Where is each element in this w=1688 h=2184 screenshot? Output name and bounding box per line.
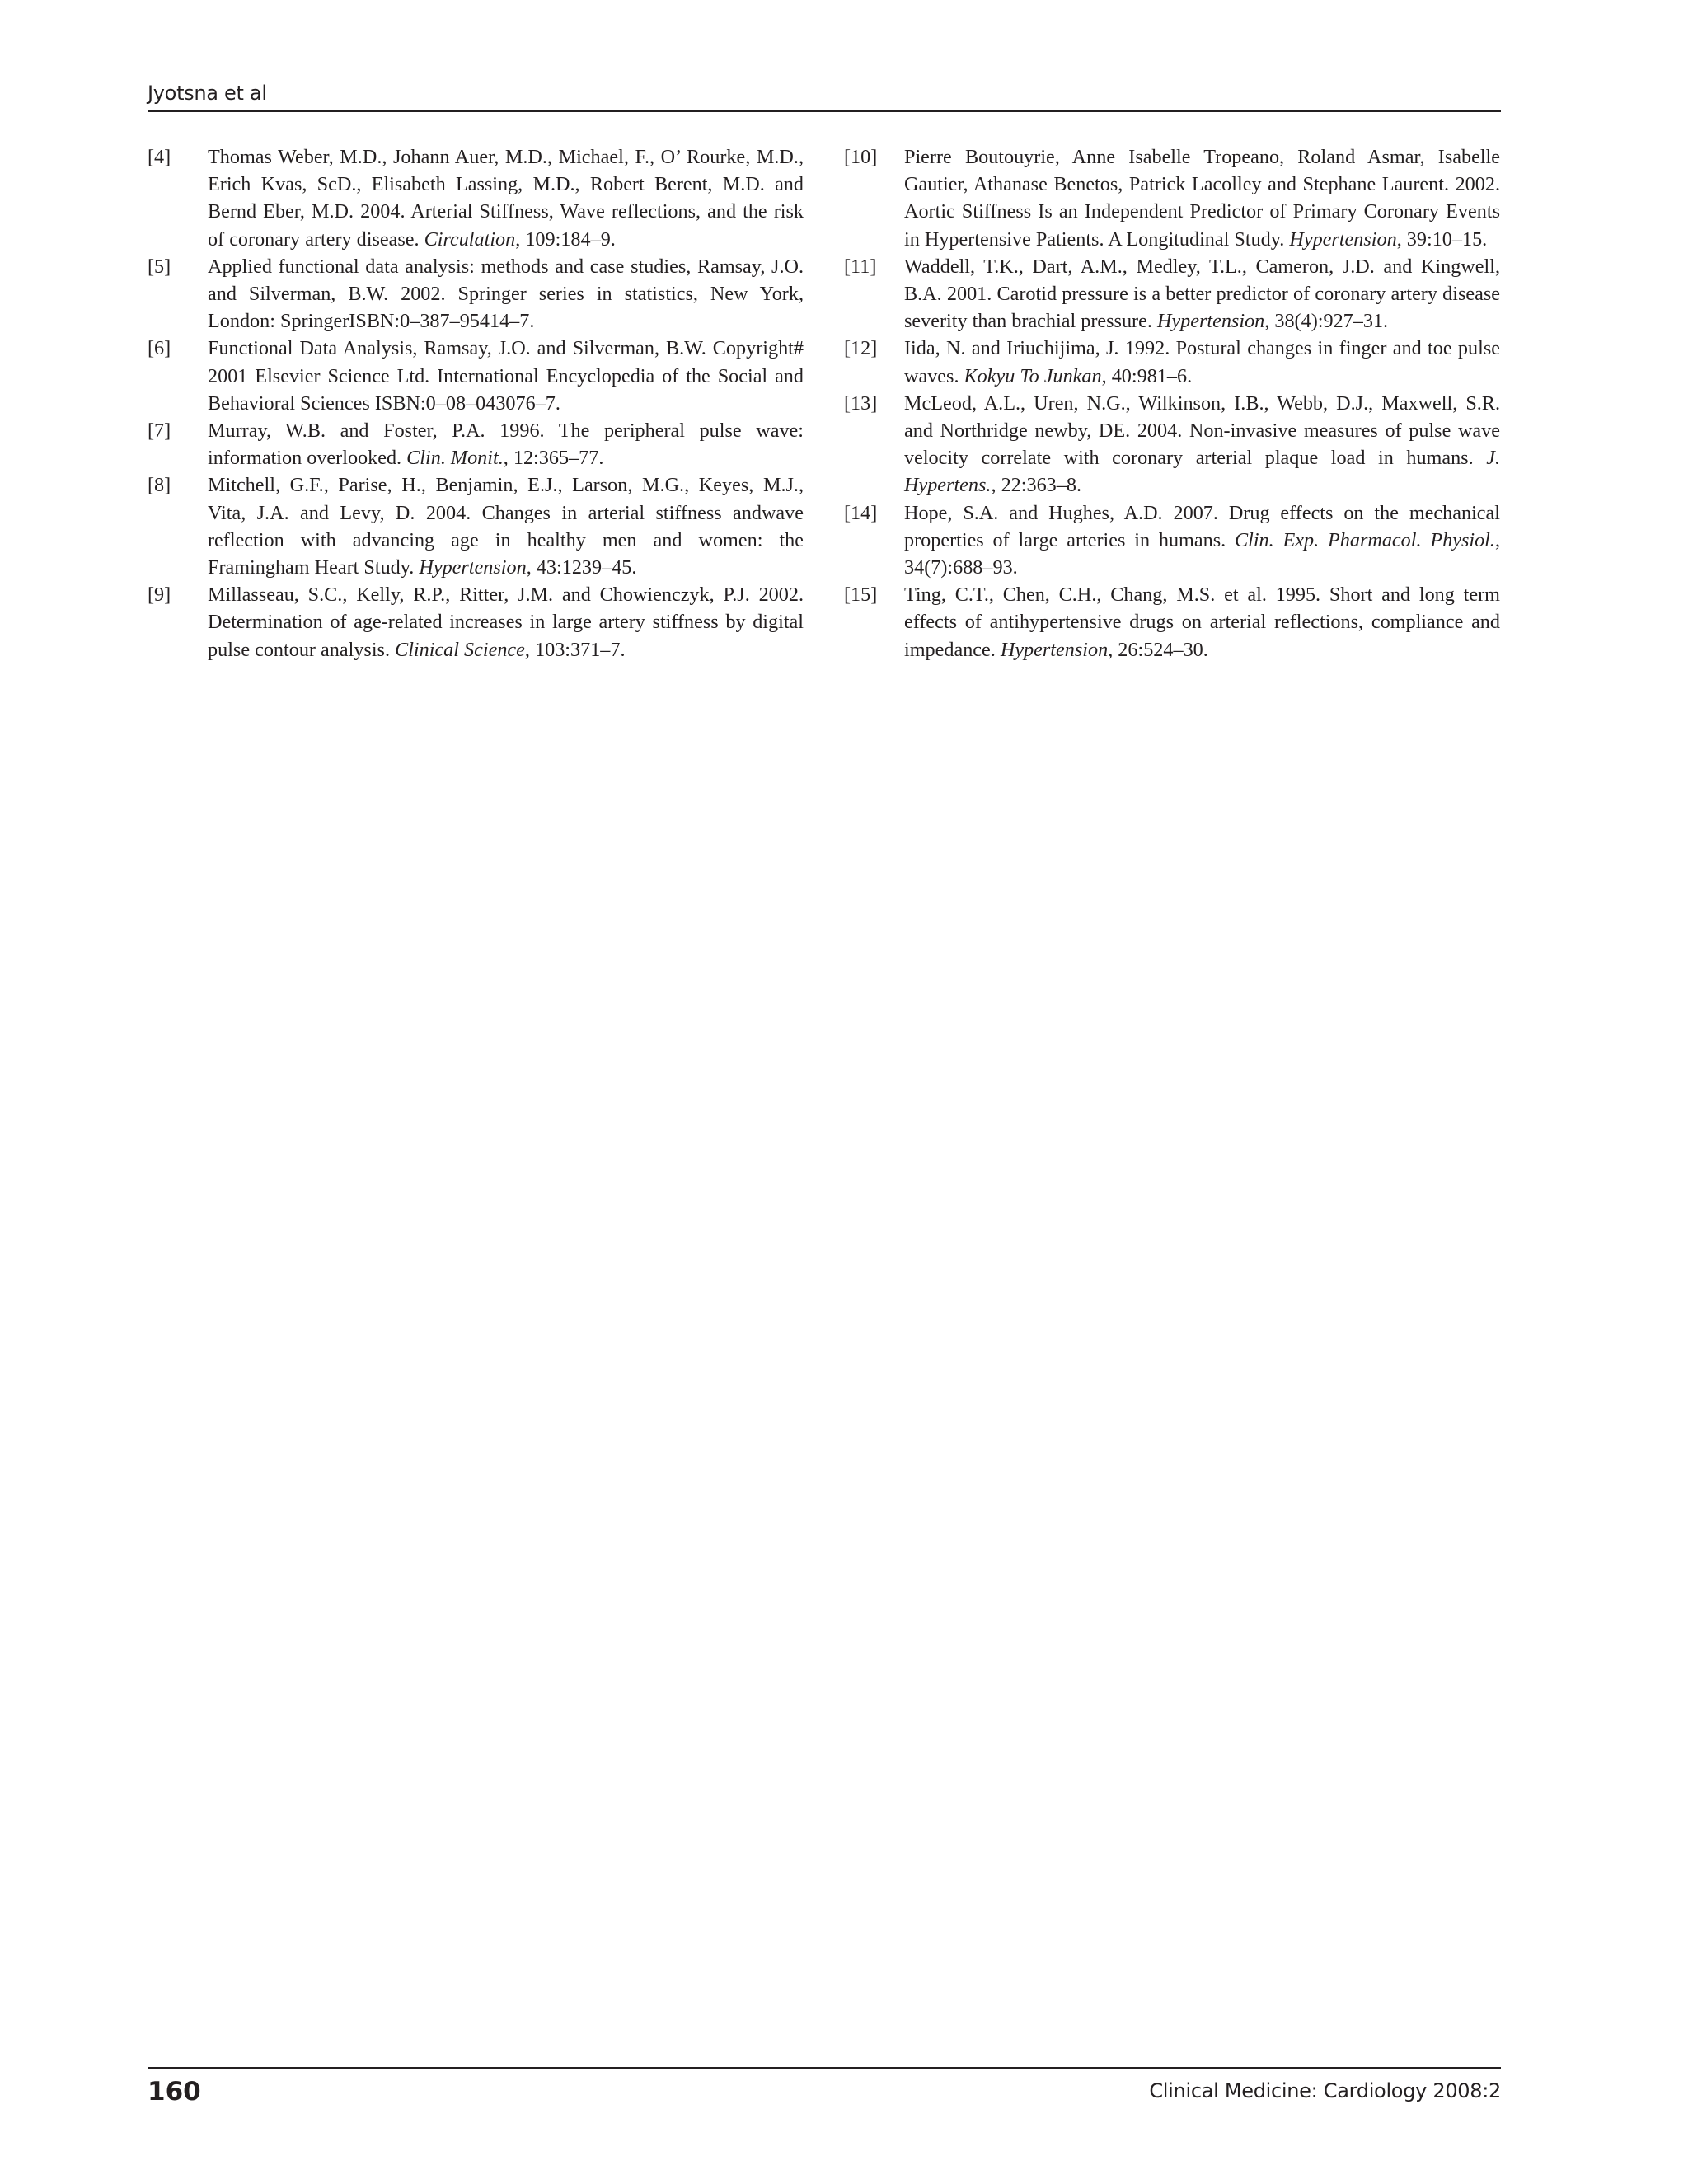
- reference-text-segment: Iida, N. and Iriuchijima, J. 1992. Postural changes in finger and toe pulse waves.: [904, 337, 1500, 387]
- reference-text-segment: , 22:363–8.: [991, 474, 1081, 497]
- reference-text-segment: McLeod, A.L., Uren, N.G., Wilkinson, I.B., Webb, D.J., Maxwell, S.R. and Northridge newby, DE. 2004. Non-invasive measures of pulse wave velocity correlate with coronary arterial plaque load in humans.: [904, 391, 1500, 470]
- page-footer: [148, 2067, 1501, 2107]
- reference-journal-title: Clin. Exp. Pharmacol. Physiol.: [1234, 528, 1495, 551]
- reference-text-segment: Ting, C.T., Chen, C.H., Chang, M.S. et al. 1995. Short and long term effects of antihypertensive drugs on arterial reflections, compliance and impedance.: [904, 583, 1500, 661]
- reference-text: [904, 337, 1500, 387]
- reference-journal-title: Hypertension: [1289, 227, 1397, 251]
- reference-text: [904, 146, 1500, 251]
- reference-text-segment: Hope, S.A. and Hughes, A.D. 2007. Drug effects on the mechanical properties of large arteries in humans.: [904, 501, 1500, 551]
- reference-item: [844, 499, 1500, 582]
- reference-number: [5]: [148, 255, 171, 278]
- reference-text: [208, 337, 804, 414]
- reference-text-segment: , 39:10–15.: [1396, 227, 1488, 251]
- page-number: 160: [148, 2077, 201, 2107]
- reference-number: [12]: [844, 337, 878, 360]
- reference-item: [844, 253, 1500, 335]
- reference-text: [904, 392, 1500, 497]
- reference-text-segment: , 43:1239–45.: [526, 556, 637, 579]
- reference-text: [208, 474, 804, 579]
- reference-text: [904, 502, 1500, 579]
- reference-text-segment: Pierre Boutouyrie, Anne Isabelle Tropeano, Roland Asmar, Isabelle Gautier, Athanase Benetos, Patrick Lacolley and Stephane Laurent. 2002. Aortic Stiffness Is an Independent Predictor of Primary Coronary Events in Hypertensive Patients. A Longitudinal Study.: [904, 146, 1500, 251]
- reference-item: [844, 335, 1500, 389]
- reference-number: [14]: [844, 501, 878, 524]
- reference-item: [148, 471, 804, 581]
- reference-journal-title: J. Hypertens.: [904, 447, 1500, 497]
- references-column-left: [148, 143, 804, 663]
- reference-item: [148, 581, 804, 663]
- reference-text-segment: , 109:184–9.: [515, 227, 616, 251]
- reference-journal-title: Kokyu To Junkan: [964, 364, 1102, 387]
- reference-journal-title: Hypertension: [1156, 310, 1265, 333]
- reference-journal-title: Clinical Science: [395, 638, 525, 661]
- reference-item: [844, 581, 1500, 663]
- reference-item: [148, 143, 804, 253]
- reference-number: [7]: [148, 419, 171, 443]
- running-header: [148, 81, 1501, 112]
- reference-number: [13]: [844, 391, 878, 415]
- reference-text: [208, 255, 804, 332]
- reference-text-segment: , 26:524–30.: [1108, 638, 1208, 661]
- reference-text-segment: Thomas Weber, M.D., Johann Auer, M.D., Michael, F., O’ Rourke, M.D., Erich Kvas, ScD., Elisabeth Lassing, M.D., Robert Berent, M.D. and Bernd Eber, M.D. 2004. Arterial Stiffness, Wave reflections, and the risk of coronary artery disease.: [208, 146, 804, 251]
- reference-text-segment: , 103:371–7.: [524, 638, 626, 661]
- reference-text-segment: , 38(4):927–31.: [1264, 310, 1389, 333]
- reference-text-segment: Applied functional data analysis: methods and case studies, Ramsay, J.O. and Silverman, B.W. 2002. Springer series in statistics, New York, London: SpringerISBN:0–387–95414–7.: [208, 255, 804, 333]
- reference-text: [904, 255, 1500, 332]
- reference-text-segment: Millasseau, S.C., Kelly, R.P., Ritter, J.M. and Chowienczyk, P.J. 2002. Determination of age-related increases in large artery stiffness by digital pulse contour analysis.: [208, 583, 804, 661]
- references-column-right: [844, 143, 1500, 663]
- reference-journal-title: Hypertension: [419, 556, 527, 579]
- reference-journal-title: Clin. Monit.: [406, 447, 504, 470]
- reference-number: [6]: [148, 337, 171, 360]
- reference-item: [844, 390, 1500, 499]
- reference-number: [10]: [844, 146, 878, 168]
- reference-text-segment: , 40:981–6.: [1101, 364, 1193, 387]
- reference-text-segment: , 12:365–77.: [503, 447, 604, 470]
- reference-text-segment: Mitchell, G.F., Parise, H., Benjamin, E.J., Larson, M.G., Keyes, M.J., Vita, J.A. and Levy, D. 2004. Changes in arterial stiffness andwave reflection with advancing age in healthy men and women: the Framingham Heart Study.: [208, 474, 804, 579]
- reference-text: [208, 583, 804, 660]
- reference-item: [148, 253, 804, 335]
- reference-text-segment: , 34(7):688–93.: [904, 528, 1500, 579]
- reference-journal-title: Circulation: [424, 227, 516, 251]
- reference-number: [15]: [844, 583, 878, 607]
- reference-item: [148, 335, 804, 417]
- reference-text: [904, 583, 1500, 660]
- reference-item: [148, 417, 804, 471]
- reference-number: [8]: [148, 474, 171, 497]
- reference-text: [208, 146, 804, 251]
- running-header-author: Jyotsna et al: [148, 82, 267, 105]
- reference-number: [11]: [844, 255, 877, 278]
- reference-journal-title: Hypertension: [1000, 638, 1109, 661]
- reference-number: [4]: [148, 146, 171, 168]
- reference-text: [208, 419, 804, 469]
- reference-number: [9]: [148, 583, 171, 607]
- reference-text-segment: Waddell, T.K., Dart, A.M., Medley, T.L., Cameron, J.D. and Kingwell, B.A. 2001. Carotid pressure is a better predictor of coronary artery disease severity than brachial pressure.: [904, 255, 1500, 333]
- reference-text-segment: Murray, W.B. and Foster, P.A. 1996. The peripheral pulse wave: information overlooked.: [208, 419, 804, 470]
- reference-text-segment: Functional Data Analysis, Ramsay, J.O. and Silverman, B.W. Copyright# 2001 Elsevier Science Ltd. International Encyclopedia of the Social and Behavioral Sciences ISBN:0–08–043076–7.: [208, 337, 804, 415]
- reference-item: [844, 143, 1500, 253]
- journal-citation: Clinical Medicine: Cardiology 2008:2: [1149, 2079, 1501, 2102]
